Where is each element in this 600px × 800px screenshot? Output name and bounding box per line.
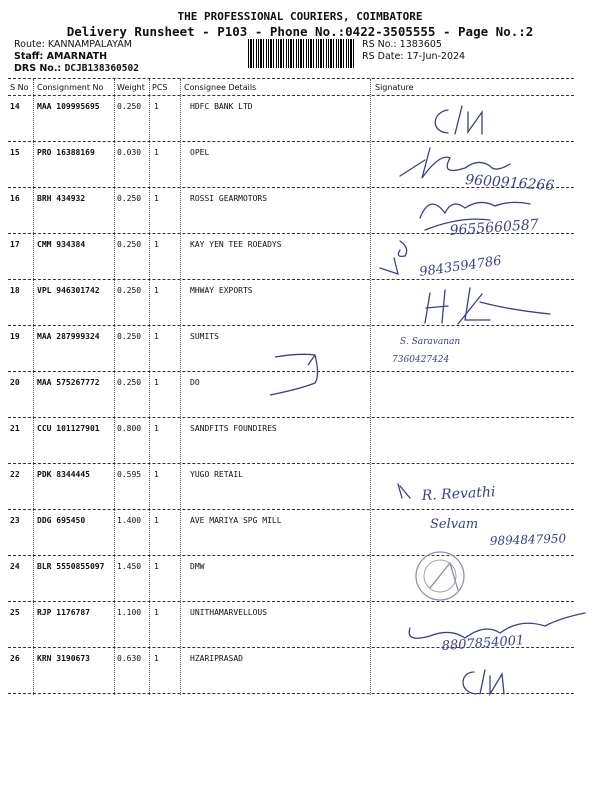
row-sno: 14 bbox=[10, 102, 20, 111]
signature-phone-17: 9843594786 bbox=[418, 253, 503, 280]
signature-stroke bbox=[380, 241, 407, 274]
row-consignment: MAA 575267772 bbox=[37, 378, 100, 387]
row-weight: 1.450 bbox=[117, 562, 142, 571]
row-consignee: SUMITS bbox=[190, 332, 219, 341]
signature-stroke bbox=[480, 302, 550, 314]
row-sno: 22 bbox=[10, 470, 20, 479]
signature-stroke bbox=[480, 670, 504, 694]
row-consignment: VPL 946301742 bbox=[37, 286, 100, 295]
row-consignment: MAA 287999324 bbox=[37, 332, 100, 341]
row-weight: 0.030 bbox=[117, 148, 142, 157]
row-consignment: BRH 434932 bbox=[37, 194, 86, 203]
row-consignee: AVE MARIYA SPG MILL bbox=[190, 516, 282, 525]
col-separator bbox=[149, 79, 150, 695]
rs-no-label: RS No.: bbox=[362, 39, 397, 50]
row-sno: 25 bbox=[10, 608, 20, 617]
row-consignee: DMW bbox=[190, 562, 205, 571]
rs-date-value: 17-Jun-2024 bbox=[406, 51, 466, 62]
row-consignment: CCU 101127901 bbox=[37, 424, 100, 433]
delivery-stamp bbox=[416, 552, 464, 600]
row-divider bbox=[8, 279, 574, 280]
row-consignee: MHWAY EXPORTS bbox=[190, 286, 253, 295]
row-consignee: DO bbox=[190, 378, 200, 387]
row-consignee: YUGO RETAIL bbox=[190, 470, 243, 479]
row-consignment: MAA 109995695 bbox=[37, 102, 100, 111]
delivery-stamp-inner bbox=[424, 560, 456, 592]
row-weight: 1.100 bbox=[117, 608, 142, 617]
row-consignee: HDFC BANK LTD bbox=[190, 102, 253, 111]
row-pcs: 1 bbox=[154, 424, 159, 433]
row-sno: 24 bbox=[10, 562, 20, 571]
signature-stroke bbox=[430, 563, 458, 590]
signature-stroke bbox=[420, 202, 530, 230]
row-pcs: 1 bbox=[154, 470, 159, 479]
signature-phone-25: 8807854001 bbox=[441, 633, 525, 654]
row-sno: 15 bbox=[10, 148, 20, 157]
row-weight: 1.400 bbox=[117, 516, 142, 525]
col-separator bbox=[114, 79, 115, 695]
signature-stroke bbox=[398, 484, 410, 498]
barcode bbox=[248, 39, 356, 68]
signature-stroke bbox=[425, 288, 490, 324]
company-title: THE PROFESSIONAL COURIERS, COIMBATORE bbox=[177, 10, 423, 23]
row-divider bbox=[8, 555, 574, 556]
row-weight: 0.250 bbox=[117, 194, 142, 203]
route-line bbox=[14, 39, 132, 50]
row-sno: 19 bbox=[10, 332, 20, 341]
col-header-weight: Weight bbox=[117, 83, 145, 92]
row-consignee: HZARIPRASAD bbox=[190, 654, 243, 663]
signature-name-22: R. Revathi bbox=[421, 484, 496, 504]
signature-phone-16: 9655660587 bbox=[449, 216, 540, 239]
row-divider bbox=[8, 417, 574, 418]
row-consignment: DDG 695450 bbox=[37, 516, 86, 525]
row-consignment: PRO 16388169 bbox=[37, 148, 95, 157]
signature-phone-15: 9600916266 bbox=[464, 172, 555, 195]
row-divider bbox=[8, 463, 574, 464]
row-divider bbox=[8, 141, 574, 142]
row-pcs: 1 bbox=[154, 286, 159, 295]
runsheet-subtitle: Delivery Runsheet - P103 - Phone No.:0422-3505555 - Page No.:2 bbox=[66, 24, 534, 39]
row-weight: 0.250 bbox=[117, 286, 142, 295]
row-divider bbox=[8, 647, 574, 648]
route-value: KANNAMPALAYAM bbox=[47, 39, 132, 50]
row-consignment: BLR 5550855097 bbox=[37, 562, 105, 571]
row-weight: 0.595 bbox=[117, 470, 142, 479]
signature-phone-19: 7360427424 bbox=[392, 355, 450, 365]
staff-label: Staff: bbox=[14, 51, 44, 62]
drs-label: DRS No.: bbox=[14, 63, 62, 74]
row-consignment: PDK 8344445 bbox=[37, 470, 90, 479]
row-pcs: 1 bbox=[154, 608, 159, 617]
staff-value: AMARNATH bbox=[46, 51, 108, 62]
hand-drawn-arrow bbox=[260, 345, 350, 405]
col-separator bbox=[370, 79, 371, 695]
row-pcs: 1 bbox=[154, 240, 159, 249]
row-sno: 17 bbox=[10, 240, 20, 249]
row-pcs: 1 bbox=[154, 332, 159, 341]
row-consignee: OPEL bbox=[190, 148, 210, 157]
row-consignment: KRN 3190673 bbox=[37, 654, 90, 663]
drs-value: DCJB138360502 bbox=[64, 63, 139, 74]
row-consignee: ROSSI GEARMOTORS bbox=[190, 194, 268, 203]
signature-stroke bbox=[455, 106, 482, 134]
row-weight: 0.250 bbox=[117, 240, 142, 249]
signature-phone-23: 9894847950 bbox=[489, 531, 567, 548]
row-divider bbox=[8, 509, 574, 510]
row-sno: 16 bbox=[10, 194, 20, 203]
route-label: Route: bbox=[14, 39, 45, 50]
col-separator bbox=[180, 79, 181, 695]
col-header-consignment: Consignment No bbox=[37, 83, 104, 92]
table-header-rule bbox=[8, 95, 574, 96]
row-consignee: SANDFITS FOUNDIRES bbox=[190, 424, 277, 433]
drs-line bbox=[14, 63, 139, 74]
rs-date-label: RS Date: bbox=[362, 51, 404, 62]
signature-stroke bbox=[400, 148, 510, 178]
row-weight: 0.250 bbox=[117, 102, 142, 111]
row-consignee: KAY YEN TEE ROEADYS bbox=[190, 240, 282, 249]
row-sno: 18 bbox=[10, 286, 20, 295]
row-pcs: 1 bbox=[154, 378, 159, 387]
signature-stroke bbox=[435, 110, 448, 133]
row-pcs: 1 bbox=[154, 654, 159, 663]
col-header-sno: S No bbox=[10, 83, 29, 92]
signature-name-19: S. Saravanan bbox=[400, 337, 461, 347]
col-separator bbox=[33, 79, 34, 695]
rs-no-line bbox=[362, 39, 442, 50]
row-divider bbox=[8, 601, 574, 602]
row-sno: 26 bbox=[10, 654, 20, 663]
col-header-signature: Signature bbox=[375, 83, 414, 92]
row-consignment: CMM 934384 bbox=[37, 240, 86, 249]
row-pcs: 1 bbox=[154, 562, 159, 571]
row-pcs: 1 bbox=[154, 148, 159, 157]
col-header-pcs: PCS bbox=[152, 83, 168, 92]
rs-date-line bbox=[362, 51, 465, 62]
row-sno: 21 bbox=[10, 424, 20, 433]
row-weight: 0.250 bbox=[117, 332, 142, 341]
row-sno: 20 bbox=[10, 378, 20, 387]
row-divider bbox=[8, 187, 574, 188]
row-divider bbox=[8, 693, 574, 694]
row-consignment: RJP 1176787 bbox=[37, 608, 90, 617]
signature-stroke bbox=[463, 672, 476, 694]
signature-name-23: Selvam bbox=[430, 517, 479, 532]
row-consignee: UNITHAMARVELLOUS bbox=[190, 608, 268, 617]
row-sno: 23 bbox=[10, 516, 20, 525]
col-header-consignee: Consignee Details bbox=[184, 83, 257, 92]
signature-stroke bbox=[409, 613, 585, 638]
table-top-rule bbox=[8, 78, 574, 79]
row-weight: 0.250 bbox=[117, 378, 142, 387]
row-divider bbox=[8, 325, 574, 326]
row-pcs: 1 bbox=[154, 516, 159, 525]
row-pcs: 1 bbox=[154, 194, 159, 203]
rs-no-value: 1383605 bbox=[399, 39, 442, 50]
signature-scribbles bbox=[370, 98, 600, 698]
row-weight: 0.630 bbox=[117, 654, 142, 663]
staff-line bbox=[14, 51, 107, 62]
row-weight: 0.800 bbox=[117, 424, 142, 433]
row-divider bbox=[8, 233, 574, 234]
row-pcs: 1 bbox=[154, 102, 159, 111]
